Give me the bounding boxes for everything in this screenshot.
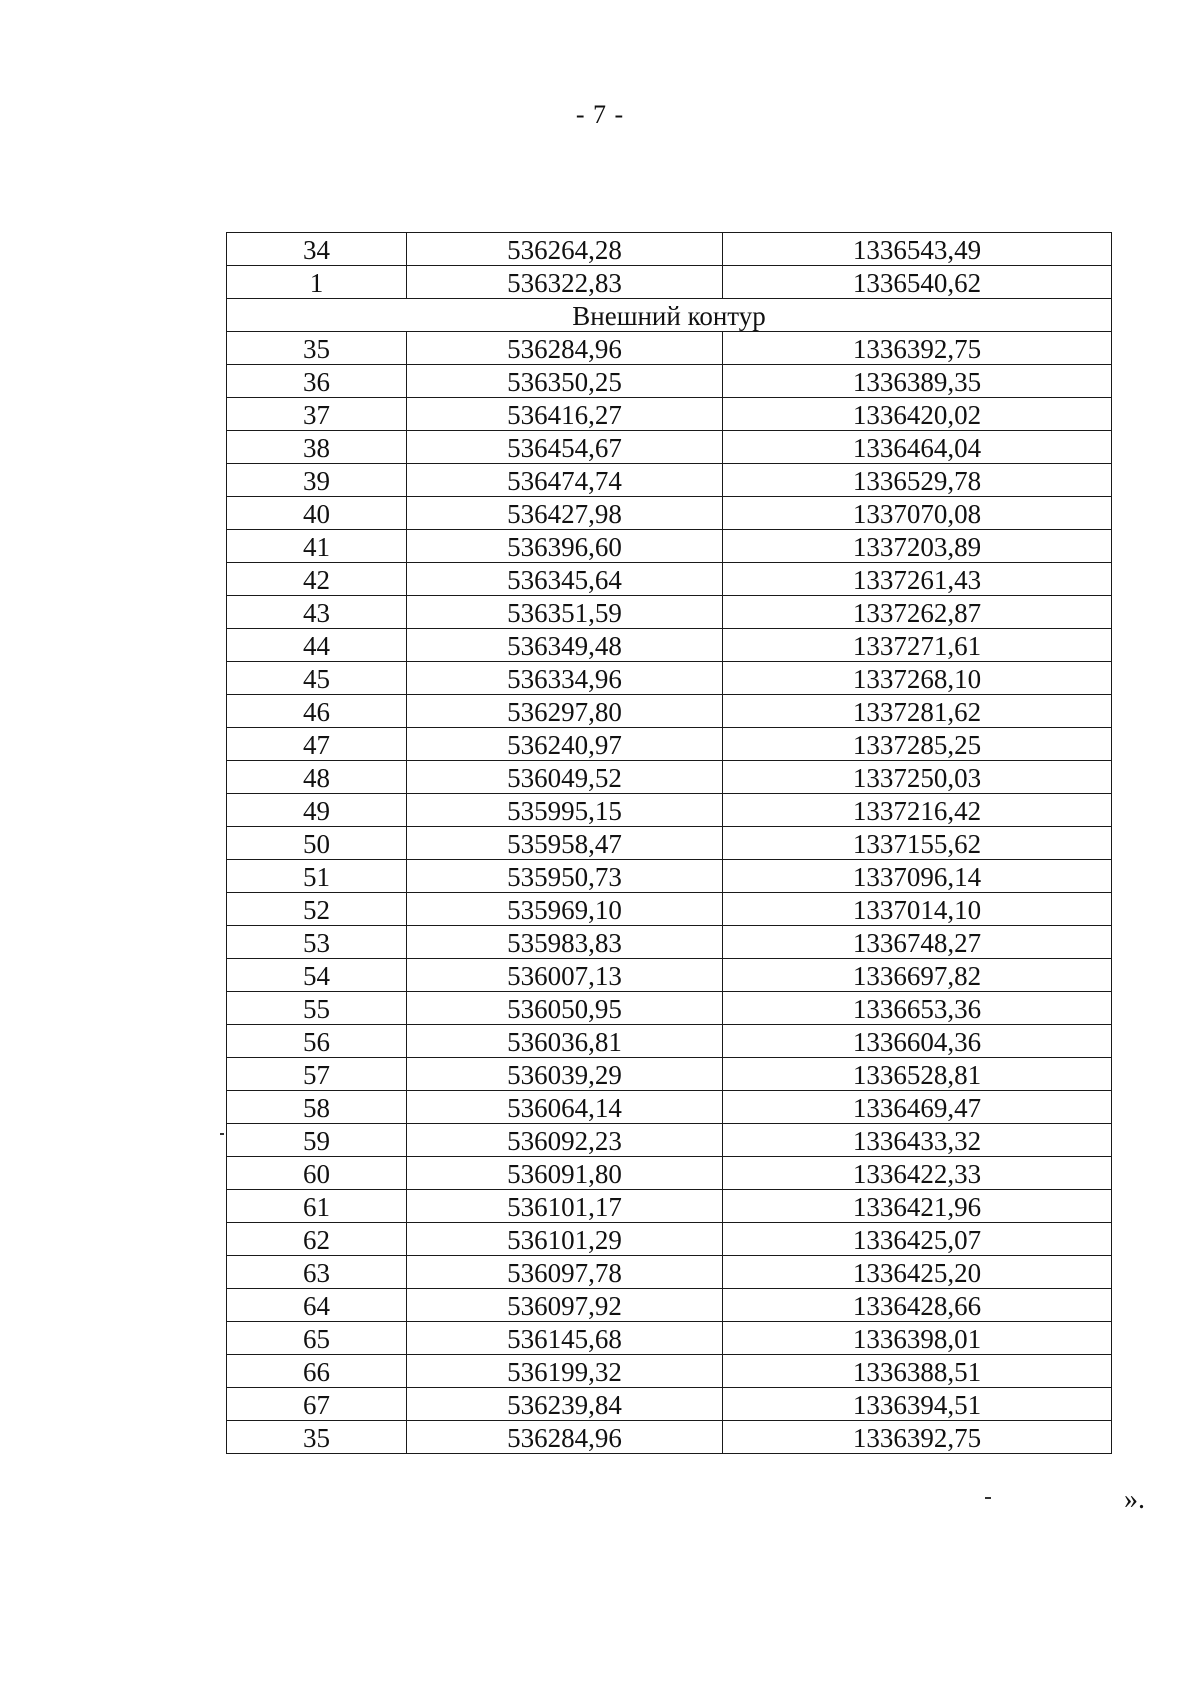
point-number-cell: 41: [227, 530, 407, 563]
point-number-cell: 48: [227, 761, 407, 794]
y-coordinate-cell: 1337155,62: [723, 827, 1112, 860]
table-row: [227, 563, 1112, 596]
x-coordinate-cell: 536039,29: [407, 1058, 723, 1091]
table-row: [227, 629, 1112, 662]
x-coordinate-cell: 536349,48: [407, 629, 723, 662]
table-row: [227, 596, 1112, 629]
x-coordinate-cell: 536345,64: [407, 563, 723, 596]
y-coordinate-cell: 1337014,10: [723, 893, 1112, 926]
x-coordinate-cell: 536297,80: [407, 695, 723, 728]
x-coordinate-cell: 535950,73: [407, 860, 723, 893]
coordinates-table: [226, 232, 1112, 1454]
y-coordinate-cell: 1336394,51: [723, 1388, 1112, 1421]
table-row: [227, 1355, 1112, 1388]
point-number-cell: 45: [227, 662, 407, 695]
table-row: [227, 1025, 1112, 1058]
x-coordinate-cell: 536049,52: [407, 761, 723, 794]
table-row: [227, 398, 1112, 431]
x-coordinate-cell: 536427,98: [407, 497, 723, 530]
point-number-cell: 62: [227, 1223, 407, 1256]
point-number-cell: 50: [227, 827, 407, 860]
point-number-cell: 1: [227, 266, 407, 299]
x-coordinate-cell: 536097,78: [407, 1256, 723, 1289]
x-coordinate-cell: 536284,96: [407, 1421, 723, 1454]
table-row: [227, 959, 1112, 992]
table-row: [227, 1223, 1112, 1256]
y-coordinate-cell: 1337096,14: [723, 860, 1112, 893]
y-coordinate-cell: 1337271,61: [723, 629, 1112, 662]
y-coordinate-cell: 1336421,96: [723, 1190, 1112, 1223]
point-number-cell: 60: [227, 1157, 407, 1190]
table-row: [227, 530, 1112, 563]
y-coordinate-cell: 1336420,02: [723, 398, 1112, 431]
x-coordinate-cell: 536007,13: [407, 959, 723, 992]
x-coordinate-cell: 536097,92: [407, 1289, 723, 1322]
y-coordinate-cell: 1336389,35: [723, 365, 1112, 398]
y-coordinate-cell: 1336398,01: [723, 1322, 1112, 1355]
point-number-cell: 57: [227, 1058, 407, 1091]
x-coordinate-cell: 536322,83: [407, 266, 723, 299]
x-coordinate-cell: 536101,29: [407, 1223, 723, 1256]
y-coordinate-cell: 1336469,47: [723, 1091, 1112, 1124]
point-number-cell: 53: [227, 926, 407, 959]
y-coordinate-cell: 1336653,36: [723, 992, 1112, 1025]
table-row: [227, 431, 1112, 464]
section-header: [227, 299, 1112, 332]
y-coordinate-cell: 1337285,25: [723, 728, 1112, 761]
x-coordinate-cell: 536334,96: [407, 662, 723, 695]
point-number-cell: 44: [227, 629, 407, 662]
point-number-cell: 66: [227, 1355, 407, 1388]
x-coordinate-cell: 536064,14: [407, 1091, 723, 1124]
table-row: [227, 992, 1112, 1025]
point-number-cell: 39: [227, 464, 407, 497]
x-coordinate-cell: 536145,68: [407, 1322, 723, 1355]
x-coordinate-cell: 536284,96: [407, 332, 723, 365]
scan-speck: [985, 1497, 991, 1499]
table-row: [227, 1190, 1112, 1223]
point-number-cell: 49: [227, 794, 407, 827]
x-coordinate-cell: 536396,60: [407, 530, 723, 563]
table-row: [227, 695, 1112, 728]
table-row: [227, 1124, 1112, 1157]
x-coordinate-cell: 536351,59: [407, 596, 723, 629]
x-coordinate-cell: 536050,95: [407, 992, 723, 1025]
x-coordinate-cell: 535995,15: [407, 794, 723, 827]
x-coordinate-cell: 536101,17: [407, 1190, 723, 1223]
x-coordinate-cell: 536199,32: [407, 1355, 723, 1388]
x-coordinate-cell: 536092,23: [407, 1124, 723, 1157]
section-row: [227, 299, 1112, 332]
y-coordinate-cell: 1336392,75: [723, 1421, 1112, 1454]
table-row: [227, 233, 1112, 266]
point-number-cell: 56: [227, 1025, 407, 1058]
point-number-cell: 37: [227, 398, 407, 431]
x-coordinate-cell: 535983,83: [407, 926, 723, 959]
x-coordinate-cell: 536091,80: [407, 1157, 723, 1190]
x-coordinate-cell: 536474,74: [407, 464, 723, 497]
y-coordinate-cell: 1336422,33: [723, 1157, 1112, 1190]
point-number-cell: 58: [227, 1091, 407, 1124]
x-coordinate-cell: 536036,81: [407, 1025, 723, 1058]
point-number-cell: 51: [227, 860, 407, 893]
table-row: [227, 1091, 1112, 1124]
point-number-cell: 35: [227, 332, 407, 365]
outer-contour-rows: [227, 332, 1112, 1454]
point-number-cell: 47: [227, 728, 407, 761]
table-row: [227, 1256, 1112, 1289]
table-row: [227, 728, 1112, 761]
point-number-cell: 61: [227, 1190, 407, 1223]
table-row: [227, 332, 1112, 365]
table-row: [227, 266, 1112, 299]
y-coordinate-cell: 1337250,03: [723, 761, 1112, 794]
point-number-cell: 38: [227, 431, 407, 464]
point-number-cell: 36: [227, 365, 407, 398]
section-title: Внешний контур: [227, 299, 1112, 332]
y-coordinate-cell: 1336428,66: [723, 1289, 1112, 1322]
point-number-cell: 59: [227, 1124, 407, 1157]
y-coordinate-cell: 1336528,81: [723, 1058, 1112, 1091]
table-row: [227, 1058, 1112, 1091]
table-row: [227, 827, 1112, 860]
table-row: [227, 1388, 1112, 1421]
table-row: [227, 497, 1112, 530]
y-coordinate-cell: 1336425,20: [723, 1256, 1112, 1289]
y-coordinate-cell: 1336543,49: [723, 233, 1112, 266]
table-row: [227, 761, 1112, 794]
table-row: [227, 1322, 1112, 1355]
table-row: [227, 860, 1112, 893]
y-coordinate-cell: 1336529,78: [723, 464, 1112, 497]
point-number-cell: 55: [227, 992, 407, 1025]
table-row: [227, 1289, 1112, 1322]
y-coordinate-cell: 1336388,51: [723, 1355, 1112, 1388]
table-row: [227, 794, 1112, 827]
table-row: [227, 1421, 1112, 1454]
y-coordinate-cell: 1337281,62: [723, 695, 1112, 728]
y-coordinate-cell: 1337216,42: [723, 794, 1112, 827]
x-coordinate-cell: 535958,47: [407, 827, 723, 860]
y-coordinate-cell: 1337262,87: [723, 596, 1112, 629]
x-coordinate-cell: 536416,27: [407, 398, 723, 431]
table-row: [227, 662, 1112, 695]
table-row: [227, 1157, 1112, 1190]
table-row: [227, 893, 1112, 926]
inner-contour-rows: [227, 233, 1112, 299]
x-coordinate-cell: 536264,28: [407, 233, 723, 266]
point-number-cell: 64: [227, 1289, 407, 1322]
page-number: - 7 -: [575, 100, 625, 129]
point-number-cell: 35: [227, 1421, 407, 1454]
point-number-cell: 54: [227, 959, 407, 992]
y-coordinate-cell: 1337261,43: [723, 563, 1112, 596]
x-coordinate-cell: 535969,10: [407, 893, 723, 926]
table-row: [227, 464, 1112, 497]
closing-quote-mark: ».: [1124, 1484, 1145, 1515]
point-number-cell: 67: [227, 1388, 407, 1421]
y-coordinate-cell: 1336392,75: [723, 332, 1112, 365]
x-coordinate-cell: 536240,97: [407, 728, 723, 761]
point-number-cell: 40: [227, 497, 407, 530]
x-coordinate-cell: 536239,84: [407, 1388, 723, 1421]
y-coordinate-cell: 1336464,04: [723, 431, 1112, 464]
point-number-cell: 63: [227, 1256, 407, 1289]
y-coordinate-cell: 1336697,82: [723, 959, 1112, 992]
point-number-cell: 46: [227, 695, 407, 728]
y-coordinate-cell: 1337268,10: [723, 662, 1112, 695]
y-coordinate-cell: 1336540,62: [723, 266, 1112, 299]
y-coordinate-cell: 1336604,36: [723, 1025, 1112, 1058]
y-coordinate-cell: 1336748,27: [723, 926, 1112, 959]
point-number-cell: 42: [227, 563, 407, 596]
point-number-cell: 65: [227, 1322, 407, 1355]
y-coordinate-cell: 1336425,07: [723, 1223, 1112, 1256]
point-number-cell: 52: [227, 893, 407, 926]
y-coordinate-cell: 1337070,08: [723, 497, 1112, 530]
point-number-cell: 43: [227, 596, 407, 629]
table-row: [227, 365, 1112, 398]
x-coordinate-cell: 536454,67: [407, 431, 723, 464]
y-coordinate-cell: 1337203,89: [723, 530, 1112, 563]
scan-speck: [220, 1133, 224, 1135]
point-number-cell: 34: [227, 233, 407, 266]
x-coordinate-cell: 536350,25: [407, 365, 723, 398]
table-row: [227, 926, 1112, 959]
y-coordinate-cell: 1336433,32: [723, 1124, 1112, 1157]
